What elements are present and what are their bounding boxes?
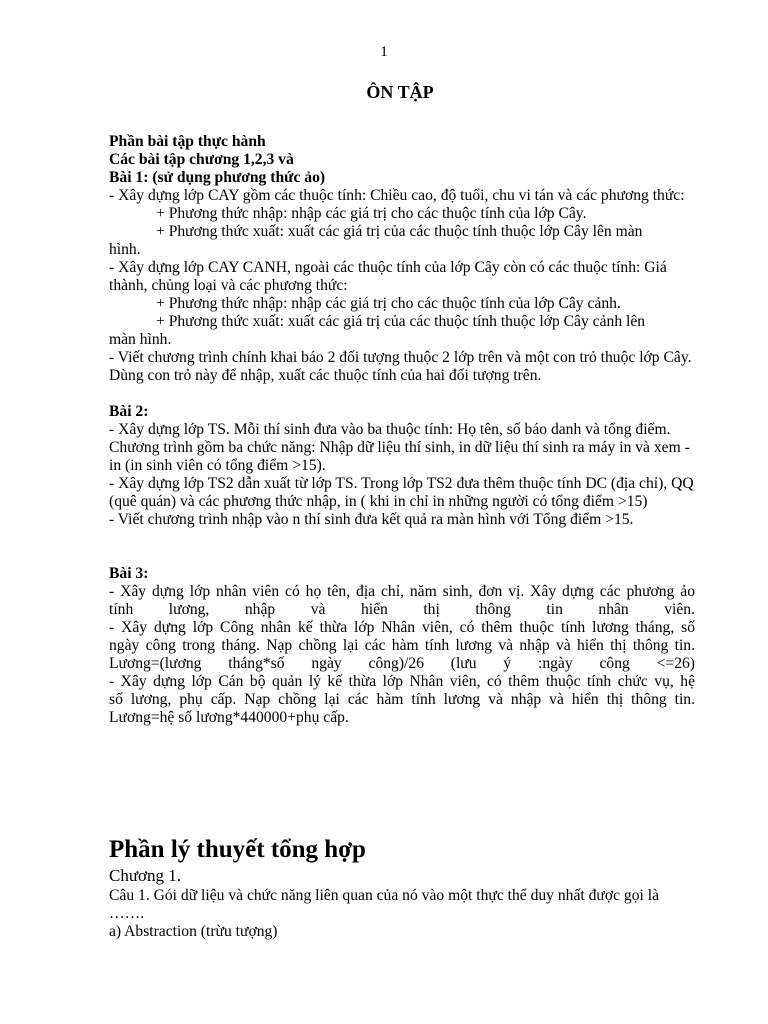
exercise-1-line: hình. <box>109 241 141 258</box>
exercise-3-line: Lương=hệ số lương*440000+phụ cấp. <box>109 709 349 726</box>
exercise-1-line: + Phương thức xuất: xuất các giá trị của các thuộc tính thuộc lớp Cây cảnh lên <box>156 313 646 330</box>
exercise-3-title: Bài 3: <box>109 565 149 582</box>
chapter-label: Chương 1. <box>109 866 182 885</box>
exercise-1-line: + Phương thức xuất: xuất các giá trị của các thuộc tính thuộc lớp Cây lên màn <box>156 223 643 240</box>
practice-subheading: Các bài tập chương 1,2,3 và <box>109 151 294 168</box>
exercise-1-line: - Viết chương trình chính khai báo 2 đối tượng thuộc 2 lớp trên và một con trỏ thuộc lớp Cây. Dùng con trỏ này để nhập, xuất các thuộc tính của hai đối tượng trên. <box>109 349 692 384</box>
exercise-3-line: số lương, phụ cấp. Nạp chồng lại các hàm tính lương và nhập và hiển thị thông tin. <box>109 691 695 708</box>
exercise-3-line: tính lương, nhập và hiển thị thông tin nhân viên. <box>109 601 695 618</box>
exercise-3-line: - Xây dựng lớp nhân viên có họ tên, địa chỉ, năm sinh, đơn vị. Xây dựng các phương ảo <box>109 583 695 600</box>
document-title: ÔN TẬP <box>366 82 434 102</box>
exercise-3-line: Lương=(lương tháng*số ngày công)/26 (lưu ý :ngày công <=26) <box>109 655 695 672</box>
option-a: a) Abstraction (trừu tượng) <box>109 923 278 940</box>
exercise-2-line: - Xây dựng lớp TS. Mỗi thí sinh đưa vào ba thuộc tính: Họ tên, số báo danh và tổng điểm. Chương trình gồm ba chức năng: Nhập dữ liệu thí sinh, in dữ liệu thí sinh ra máy in và xem - in (in sinh viên có tổng điểm >15). <box>109 421 690 474</box>
exercise-1-line: - Xây dựng lớp CAY CANH, ngoài các thuộc tính của lớp Cây còn có các thuộc tính: Giá thành, chủng loại và các phương thức: <box>109 259 667 294</box>
exercise-1-line: - Xây dựng lớp CAY gồm các thuộc tính: Chiều cao, độ tuổi, chu vi tán và các phương thức: <box>109 187 685 204</box>
exercise-3-line: ngày công trong tháng. Nạp chồng lại các hàm tính lương và nhập và hiển thị thông tin. <box>109 637 695 654</box>
exercise-1-line: màn hình. <box>109 331 172 348</box>
theory-heading: Phần lý thuyết tổng hợp <box>109 836 366 863</box>
theory-section <box>109 866 695 941</box>
exercise-3-line: - Xây dựng lớp Công nhân kế thừa lớp Nhân viên, có thêm thuộc tính lương tháng, số <box>109 619 695 636</box>
exercise-2-line: - Xây dựng lớp TS2 dẫn xuất từ lớp TS. Trong lớp TS2 đưa thêm thuộc tính DC (địa chỉ), QQ (quê quán) và các phương thức nhập, in ( khi in chỉ in những người có tổng điểm >15) <box>109 475 694 510</box>
practice-heading: Phần bài tập thực hành <box>109 133 266 150</box>
exercise-1-title: Bài 1: (sử dụng phương thức ảo) <box>109 169 326 186</box>
practice-section <box>109 133 695 727</box>
exercise-1-line: + Phương thức nhập: nhập các giá trị cho các thuộc tính của lớp Cây cảnh. <box>156 295 621 312</box>
exercise-2-title: Bài 2: <box>109 403 149 420</box>
page-number: 1 <box>380 44 388 60</box>
question-1: Câu 1. Gói dữ liệu và chức năng liên quan của nó vào một thực thể duy nhất được gọi là ……. <box>109 887 660 922</box>
exercise-2-line: - Viết chương trình nhập vào n thí sinh đưa kết quả ra màn hình với Tổng điểm >15. <box>109 511 634 528</box>
exercise-3-line: - Xây dựng lớp Cán bộ quản lý kế thừa lớp Nhân viên, có thêm thuộc tính chức vụ, hệ <box>109 673 695 690</box>
exercise-1-line: + Phương thức nhập: nhập các giá trị cho các thuộc tính của lớp Cây. <box>156 205 587 222</box>
